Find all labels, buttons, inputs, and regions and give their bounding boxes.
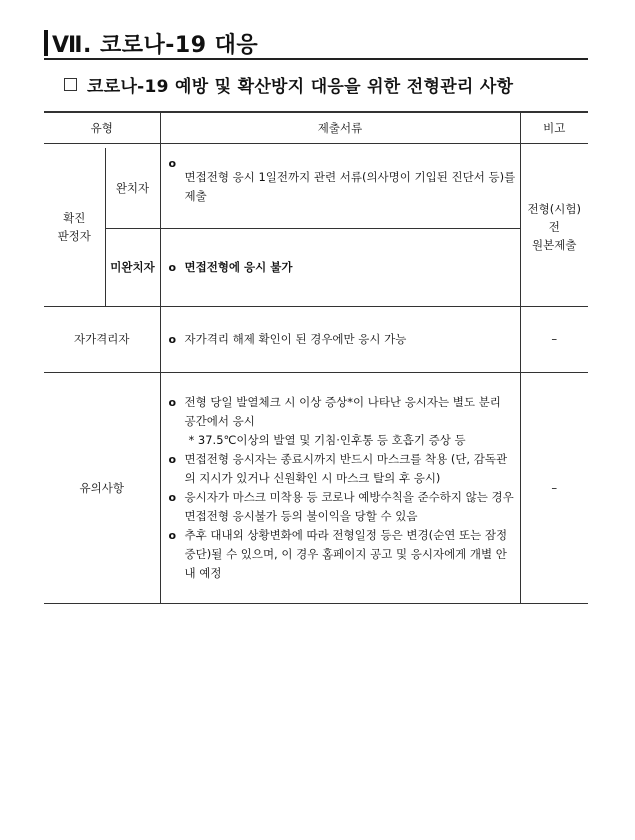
square-bullet-icon [64,78,77,91]
table-row-not-recovered [44,228,588,306]
table-row-self-quarantine [44,306,588,372]
not-recovered-label: 미완치자 [105,228,160,306]
section-heading [44,28,588,60]
confirmed-note-line2: 전 [548,219,560,234]
not-recovered-docs-text: o 면접전형에 응시 불가 [169,258,520,277]
caution-item: o 전형 당일 발열체크 시 이상 증상*이 나타난 응시자는 별도 분리 공간에서 응시 [169,393,516,431]
table-row-recovered [44,148,588,228]
confirmed-note-line1: 전형(시험) [527,201,581,216]
self-quarantine-label: 자가격리자 [44,306,160,372]
not-recovered-docs-cell [160,228,520,306]
confirmed-label-line1: 확진 [63,210,86,225]
self-quarantine-note: – [520,306,588,372]
recovered-docs-cell [160,148,520,228]
section-heading-bar [44,30,48,56]
caution-item: o 추후 대내외 상황변화에 따라 전형일정 등은 변경(순연 또는 잠정 중단)될 수 있으며, 이 경우 홈페이지 공고 및 응시자에게 개별 안내 예정 [169,526,516,583]
self-quarantine-docs-text: o 자가격리 해제 확인이 된 경우에만 응시 가능 [169,330,520,349]
header-type: 유형 [44,112,160,144]
cautions-label: 유의사항 [44,372,160,603]
caution-footnote: * 37.5℃이상의 발열 및 기침·인후통 등 호흡기 증상 등 [188,432,466,447]
subsection-heading [64,72,513,97]
cautions-docs-cell [160,372,520,603]
caution-item: o 응시자가 마스크 미착용 등 코로나 예방수칙을 준수하지 않는 경우 면접전형 응시불가 등의 불이익을 당할 수 있음 [169,488,516,526]
confirmed-note-line3: 원본제출 [532,237,577,252]
table-header-row [44,112,588,144]
recovered-label: 완치자 [105,148,160,228]
confirmed-patient-cell [44,148,105,306]
section-title: Ⅶ. 코로나-19 대응 [52,33,259,58]
cautions-note: – [520,372,588,603]
header-docs: 제출서류 [160,112,520,144]
caution-item: o 면접전형 응시자는 종료시까지 반드시 마스크를 착용 (단, 감독관의 지시가 있거나 신원확인 시 마스크 탈의 후 응시) [169,450,516,488]
self-quarantine-docs-cell [160,306,520,372]
covid-procedure-table [44,111,588,604]
confirmed-note-cell [520,148,588,306]
header-note: 비고 [520,112,588,144]
table-row-cautions [44,372,588,603]
confirmed-label-line2: 판정자 [57,228,91,243]
recovered-docs-text: o 면접전형 응시 1일전까지 관련 서류(의사명이 기입된 진단서 등)를 제출 [169,154,520,206]
subsection-title: 코로나-19 예방 및 확산방지 대응을 위한 전형관리 사항 [87,77,514,97]
